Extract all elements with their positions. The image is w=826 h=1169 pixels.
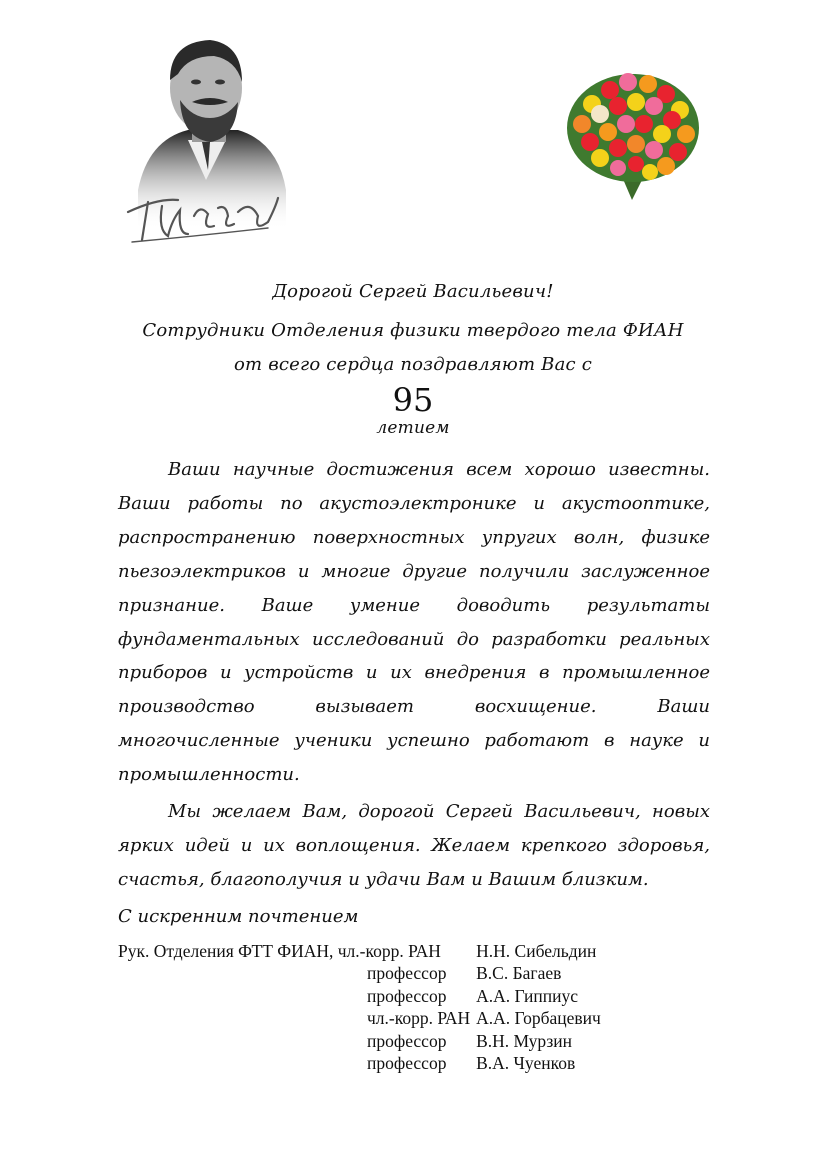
greeting-line-2: от всего сердца поздравляют Вас с xyxy=(233,354,592,375)
signature-row xyxy=(118,962,601,984)
body-paragraph-1: Ваши научные достижения всем хорошо известны. Ваши работы по акустоэлектронике и акустооптике, распространению поверхностных упругих волн, физике пьезоэлектриков и многие другие получили заслуженное признание. Ваше умение доводить результаты фундаментальных исследований до разработки реальных приборов и устройств и их внедрения в промышленное производство вызывает восхищение. Ваши многочисленные ученики успешно работают в науке и промышленности. xyxy=(118,459,710,786)
signature-role: профессор xyxy=(367,1030,447,1051)
signature-row xyxy=(118,940,601,962)
portrait-image xyxy=(118,30,298,248)
signature-role: профессор xyxy=(367,985,447,1006)
signature-row xyxy=(118,1007,601,1029)
signature-name: В.С. Багаев xyxy=(476,963,562,984)
signature-row xyxy=(118,1030,601,1052)
signatures-table xyxy=(118,940,601,1074)
signature-role: Рук. Отделения ФТТ ФИАН, чл.-корр. РАН xyxy=(118,941,441,961)
anniversary-number: 95 xyxy=(392,381,434,419)
signature-role: чл.-корр. РАН xyxy=(367,1008,471,1029)
greeting-line-1: Сотрудники Отделения физики твердого тела ФИАН xyxy=(142,320,684,341)
signature-role: профессор xyxy=(367,963,447,984)
signature-name: В.А. Чуенков xyxy=(476,1053,576,1074)
signature-role: профессор xyxy=(367,1053,447,1074)
body-paragraph-2: Мы желаем Вам, дорогой Сергей Васильевич, новых ярких идей и их воплощения. Желаем крепкого здоровья, счастья, благополучия и удачи Вам и Вашим близким. xyxy=(118,801,710,890)
salutation: Дорогой Сергей Васильевич! xyxy=(272,281,554,302)
signature-name: В.Н. Мурзин xyxy=(476,1030,573,1051)
signature-row xyxy=(118,1052,601,1074)
closing-phrase: С искренним почтением xyxy=(118,906,359,927)
signature-name: А.А. Горбацевич xyxy=(476,1008,601,1029)
rose-bouquet-icon xyxy=(562,64,704,200)
anniversary-suffix: летием xyxy=(376,418,450,438)
signature-name: Н.Н. Сибельдин xyxy=(476,941,597,961)
signature-name: А.А. Гиппиус xyxy=(476,985,578,1006)
signature-row xyxy=(118,985,601,1007)
